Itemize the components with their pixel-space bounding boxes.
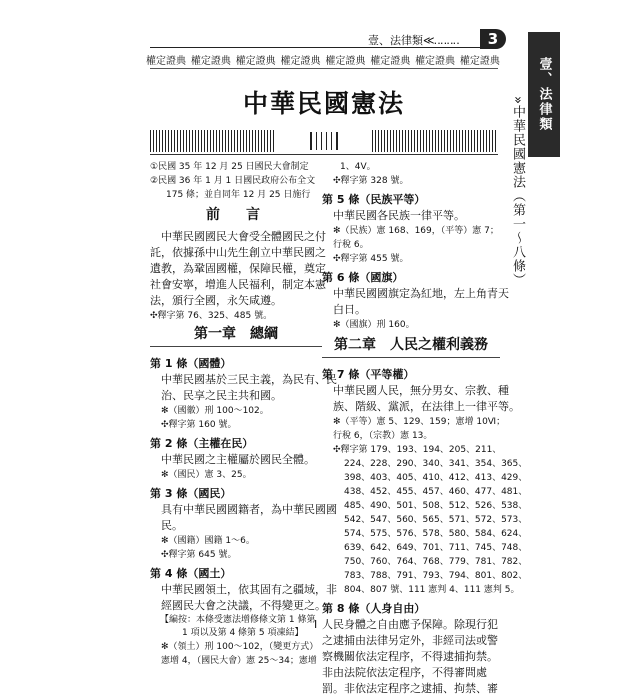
paragraph-number: Ⅰ	[314, 618, 318, 631]
cross-ref: ✻（國民）憲 3、25。	[161, 470, 252, 480]
header-rule	[150, 47, 498, 48]
left-column	[150, 160, 337, 668]
article-text: 之逮捕由法律另定外，非經司法或警	[322, 634, 498, 647]
article-text: 察機關依法定程序，不得逮捕拘禁。	[322, 650, 498, 663]
chapter-heading	[322, 338, 500, 358]
article-heading: 第 4 條（國土）	[150, 567, 232, 580]
interpretation-ref: 783、788、791、793、794、801、802、	[344, 571, 528, 581]
band-rule	[150, 68, 498, 69]
cross-ref: ✻（平等）憲 5、129、159；憲增 10Ⅵ；	[333, 417, 506, 427]
promulgation-note-cont: 175 條；並自同年 12 月 25 日施行	[166, 190, 311, 200]
article-text: 民。	[161, 519, 183, 532]
article-text: 中華民國領土，依其固有之疆域，非	[161, 583, 337, 596]
interpretation-ref: 542、547、560、565、571、572、573、	[344, 515, 528, 525]
article-text: 中華民國國旗定為紅地，左上角青天	[333, 287, 509, 300]
interpretation-ref: 438、452、455、457、460、477、481、	[344, 487, 528, 497]
publisher-mark: 權定證典	[325, 55, 366, 66]
article-text: 人民身體之自由應予保障。除現行犯	[322, 618, 498, 631]
article-text: 中華民國各民族一律平等。	[333, 209, 465, 222]
article-heading: 第 7 條（平等權）	[322, 368, 415, 381]
interpretation-ref: ✣釋字第 328 號。	[333, 176, 409, 186]
article-text: 經國民大會之決議，不得變更之。	[161, 599, 326, 612]
editor-note: 【編按：本條受憲法增修條文第 1 條第	[160, 615, 316, 625]
cross-ref: 行稅 6，（宗教）憲 13。	[333, 431, 433, 441]
chapter-heading	[150, 327, 322, 347]
publisher-mark: 權定證典	[146, 55, 186, 66]
cross-ref: ✻（國旗）刑 160。	[333, 320, 415, 330]
preamble-line: 社會安寧，增進人民福利，制定本憲	[150, 278, 326, 291]
publisher-mark: 權定證典	[459, 55, 500, 66]
category-side-tab[interactable]: 壹、法律類	[528, 32, 560, 157]
publisher-mark: 權定證典	[280, 55, 321, 66]
interpretation-ref: ✣釋字第 179、193、194、205、211、	[333, 445, 502, 455]
cross-ref: ✻（國籍）國籍 1～6。	[161, 536, 255, 546]
article-text: 具有中華民國國籍者，為中華民國國	[161, 503, 337, 516]
interpretation-ref: 750、760、764、768、779、781、782、	[344, 557, 528, 567]
header-dots: ≪‥‥‥‥	[423, 34, 459, 47]
article-text: 治、民享之民主共和國。	[161, 389, 282, 402]
article-heading: 第 6 條（國旗）	[322, 271, 404, 284]
running-title: 壹、法律類	[368, 34, 423, 47]
interpretation-ref: 574、575、576、578、580、584、624、	[344, 529, 528, 539]
publisher-mark: 權定證典	[415, 55, 456, 66]
article-heading: 第 8 條（人身自由）	[322, 602, 426, 615]
article-heading: 第 1 條（國體）	[150, 357, 232, 370]
publisher-mark: 權定證典	[370, 55, 411, 66]
cross-ref: ✻（領土）刑 100～102，（變更方式）	[161, 642, 319, 652]
publisher-mark: 權定證典	[190, 55, 231, 66]
enactment-note: ①民國 35 年 12 月 25 日國民大會制定	[150, 162, 309, 172]
article-paragraph	[314, 617, 500, 697]
cross-ref: 憲增 4，（國民大會）憲 25～34；憲增	[161, 656, 317, 666]
interpretation-ref: 804、807 號、111 憲判 4、111 憲判 5。	[344, 585, 520, 595]
publisher-mark: 權定證典	[235, 55, 276, 66]
hatch-band-gap	[276, 130, 372, 152]
interpretation-ref: 639、642、649、701、711、745、748、	[344, 543, 528, 553]
interpretation-ref: 485、490、501、508、512、526、538、	[344, 501, 528, 511]
interpretation-ref: ✣釋字第 160 號。	[161, 420, 237, 430]
interpretation-ref: 224、228、290、340、341、354、365、	[344, 459, 528, 469]
title-hatch-band	[150, 130, 498, 152]
interpretation-ref: 398、403、405、410、412、413、429、	[344, 473, 528, 483]
chapter-rule	[322, 357, 500, 358]
preamble-line: 中華民國國民大會受全體國民之付	[161, 230, 326, 243]
interpretation-ref: ✣釋字第 455 號。	[333, 254, 409, 264]
title-rule	[150, 154, 498, 155]
cross-ref: ✻（國徽）刑 100～102。	[161, 406, 269, 416]
cross-ref: 行稅 6。	[333, 240, 369, 250]
article-heading: 第 3 條（國民）	[150, 487, 232, 500]
editor-note: 1 項以及第 4 條第 5 項凍結】	[182, 628, 304, 638]
article-text: 族、階級、黨派，在法律上一律平等。	[333, 400, 520, 413]
page-number: 3	[480, 29, 506, 49]
article-heading: 第 2 條（主權在民）	[150, 437, 254, 450]
article-text: 非由法院依法定程序，不得審問處	[322, 666, 487, 679]
interpretation-ref: ✣釋字第 76、325、485 號。	[150, 311, 273, 321]
publisher-band	[146, 52, 500, 66]
article-text: 罰。非依法定程序之逮捕、拘禁、審	[322, 682, 498, 695]
article-text: 中華民國基於三民主義，為民有、民	[161, 373, 337, 386]
article-text: 中華民國之主權屬於國民全體。	[161, 453, 315, 466]
preamble-line: 法，頒行全國，永矢咸遵。	[150, 294, 282, 307]
side-running-title: »中華民國憲法（第一～八條）	[510, 96, 525, 287]
preamble-line: 託，依據孫中山先生創立中華民國之	[150, 246, 326, 259]
chapter-rule	[150, 346, 322, 347]
chapter-title: 第一章 總綱	[194, 326, 278, 342]
article-text: 白日。	[333, 303, 366, 316]
cross-ref: ✻（民族）憲 168、169，（平等）憲 7；	[333, 226, 499, 236]
running-header	[368, 32, 459, 48]
promulgation-note: ②民國 36 年 1 月 1 日國民政府公布全文	[150, 176, 316, 186]
law-title: 中華民國憲法	[242, 89, 405, 118]
chapter-title: 第二章 人民之權利義務	[334, 337, 488, 353]
cross-ref-cont: 1、4V。	[340, 162, 376, 172]
article-heading: 第 5 條（民族平等）	[322, 193, 426, 206]
article-text: 中華民國人民，無分男女、宗教、種	[333, 384, 509, 397]
preamble-line: 遺教，為鞏固國權，保障民權，奠定	[150, 262, 326, 275]
preamble-heading: 前 言	[206, 207, 266, 223]
interpretation-ref: ✣釋字第 645 號。	[161, 550, 237, 560]
